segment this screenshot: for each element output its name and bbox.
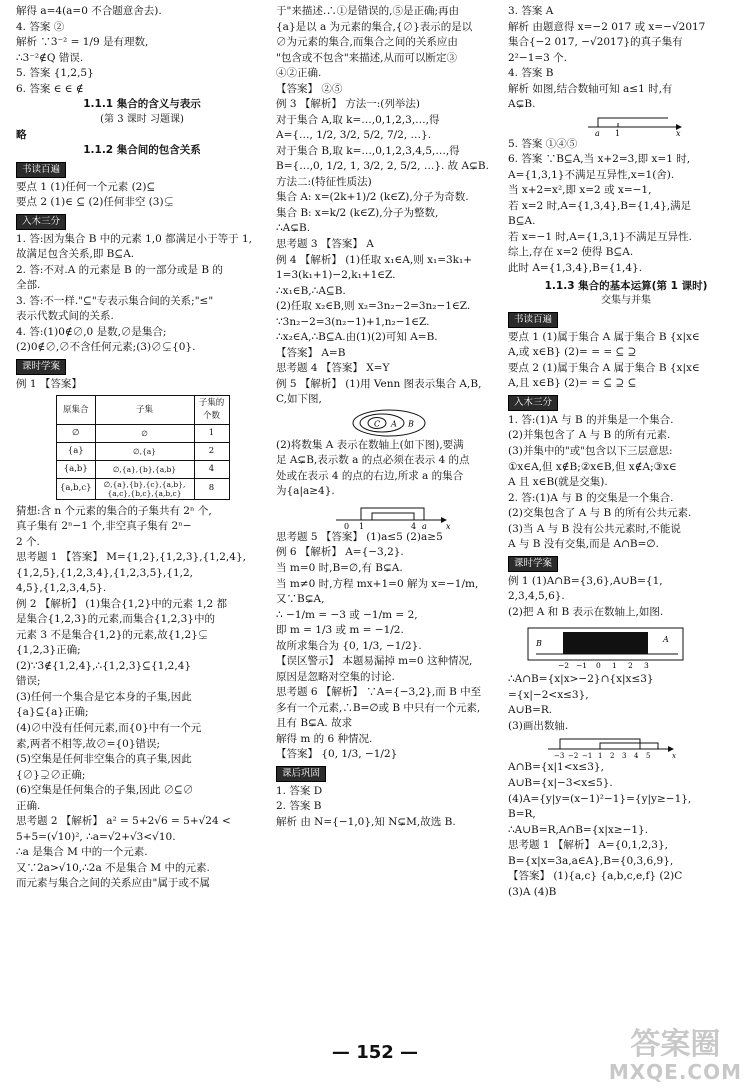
text-line: 集合 A: x=(2k+1)/2 (k∈Z),分子为奇数. [276,191,469,204]
tag-label: 课时学案 [16,359,66,375]
axis-label: −1 [582,752,593,761]
table-cell: 8 [194,478,229,499]
section-subheading: (第 3 课时 习题课) [100,113,184,125]
axis-label: 4 [634,752,639,761]
lines-c2-1 [276,4,502,237]
tag-label: 课后巩固 [276,766,326,782]
axis-label: a [595,128,600,137]
table-header: 子集 [95,396,194,424]
table-cell: {a,b} [57,460,96,478]
text-line: 【答案】 (1){a,c} {a,b,c,e,f} (2)C [508,870,683,883]
table-row [57,424,230,442]
axis-label: −3 [554,752,565,761]
text-line: (3)A (4)B [508,885,557,898]
text-line: B={…,0, 1/2, 1, 3/2, 2, 5/2, …}. 故 A⊊B. [276,160,489,173]
text-line: 多有一个元素,∴B=∅或 B 中只有一个元素, [276,701,481,714]
text-line: 1. 答:因为集合 B 中的元素 1,0 都满足小于等于 1, [16,232,253,245]
text-line: (3)并集中的"或"包含以下三层意思: [508,445,673,458]
text-line: A 与 B 没有交集,而是 A∩B=∅. [508,538,659,551]
text-line: B⊆A. [508,215,536,228]
text-line: 例 1 (1)A∩B={3,6},A∪B={1, [508,574,663,587]
text-line: 例 6 【解析】 A={−3,2}. [276,546,404,559]
text-line: 全部. [16,279,41,292]
lines-c3-7 [508,760,744,900]
text-line: A∪B=R. [508,704,553,717]
text-line: 思考题 4 【答案】 X=Y [276,362,390,375]
text-line: ∅为元素的集合,而集合之间的关系应由 [276,36,458,49]
text-line: 5. 答案 ①④⑤ [508,137,578,150]
text-line: 而元素与集合之间的关系应由"属于或不属 [16,877,210,890]
text-line: 思考题 1 【解析】 A={0,1,2,3}, [508,839,669,852]
lines-c3-4 [508,413,744,553]
axis-label: 1 [615,128,621,137]
text-line: 为{a|a≥4}. [276,485,335,498]
text-line: 4. 答案 ② [16,20,65,33]
text-line: 6. 答案 ∵B⊆A,当 x+2=3,即 x=1 时, [508,153,691,166]
text-line: 故所求集合为 {0, 1/3, −1/2}. [276,639,422,652]
text-line: 又∵2a>√10,∴2a 不是集合 M 中的元素. [16,861,210,874]
subset-table [56,395,230,499]
text-line: 若 x=−1 时,A={1,3,1}不满足互异性. [508,230,693,243]
text-line: 2,3,4,5,6}. [508,590,565,603]
watermark-url: MXQE.COM [608,1060,742,1084]
tag-label: 书读百遍 [508,312,558,328]
text-line: (2)交集包含了 A 与 B 的所有公共元素. [508,507,692,520]
text-line: 当 m≠0 时,方程 mx+1=0 解为 x=−1/m, [276,577,479,590]
lines-c2-5 [276,784,502,831]
tag-label: 课时学案 [508,556,558,572]
table-row [57,460,230,478]
axis-label: 4 [411,521,417,530]
text-line: (2)任取 x₂∈B,则 x₂=3n₂−2=3n₂−1∈Z. [276,300,471,313]
text-line: A={1,3,1}不满足互异性,x=1(舍). [508,168,675,181]
text-line: 原因是忽略对空集的讨论. [276,670,395,683]
text-line: (2)∵3∉{1,2,4},∴{1,2,3}⊆{1,2,4} [16,659,192,672]
lines-c1-4 [16,504,268,892]
think-3-answer: 思考题 3 【答案】 A [276,237,374,250]
section-heading-1-1-1: 1.1.1 集合的含义与表示 [83,98,201,111]
lines-c3-5 [508,574,744,621]
text-line: 足 A⊊B,表示数 a 的点必须在表示 4 的点 [276,454,470,467]
venn-label-c: C [374,419,381,429]
text-line: ∵3n₂−2=3(n₂−1)+1,n₂−1∈Z. [276,315,430,328]
number-line-4 [508,734,744,760]
text-line: A,或 x∈B} (2)= = = ⊆ ⊇ [508,346,637,359]
text-line: ④②正确. [276,67,322,80]
table-cell: ∅ [95,424,194,442]
text-line: 要点 1 (1)属于集合 A 属于集合 B {x|x∈ [508,330,700,343]
text-line: 2 个. [16,535,40,548]
page-number: — 152 — [331,1042,419,1063]
table-cell: 2 [194,442,229,460]
table-cell: 1 [194,424,229,442]
text-line: 解析 由 N={−1,0},知 N⊊M,故选 B. [276,815,456,828]
text-line: 要点 2 (1)∈ ⊆ (2)任何非空 (3)⊊ [16,196,175,209]
tag-label: 入木三分 [16,214,66,230]
text-line: 例 5 【解析】 (1)用 Venn 图表示集合 A,B, [276,377,482,390]
text-line: ∴A⊊B. [276,222,311,235]
text-line: 【答案】 A=B [276,346,346,359]
text-line: ∴3⁻²∉Q 错误. [16,51,84,64]
text-line: 例 3 【解析】 方法一:(列举法) [276,98,420,111]
table-cell: ∅,{a} [95,442,194,460]
text-line: 集合{−2 017, −√2017}的真子集有 [508,36,683,49]
table-header: 原集合 [57,396,96,424]
text-line: A,且 x∈B} (2)= = ⊆ ⊇ ⊆ [508,377,637,390]
text-line: 解析 如图,结合数轴可知 a≤1 时,有 [508,82,673,95]
text-line: 解得 m 的 6 种情况. [276,732,373,745]
text-line: 元素 3 不是集合{1,2}的元素,故{1,2}⊊ [16,628,209,641]
section-subheading: 交集与并集 [601,295,651,307]
text-line: ={x|−2<x≤3}, [508,688,589,701]
text-line: (3)画出数轴. [508,719,569,732]
venn-label-a: A [391,419,397,429]
text-line: ∴x₂∈A,∴B⊆A.由(1)(2)可知 A=B. [276,331,438,344]
lines-c3-3 [508,330,744,392]
text-line: ∴A∩B={x|x>−2}∩{x|x≤3} [508,673,654,686]
text-line: 4. 答:(1)0∉∅,0 是数,∅是集合; [16,325,167,338]
text-line: 思考题 1 【答案】 M={1,2},{1,2,3},{1,2,4}, [16,551,246,564]
axis-label: B [536,639,542,649]
text-line: 2. 答案 B [276,800,322,813]
text-line: 2²−1=3 个. [508,51,568,64]
axis-label: 1 [612,661,617,671]
text-line: 若 x=2 时,A={1,3,4},B={1,4},满足 [508,199,692,212]
text-line: 此时 A={1,3,4},B={1,4}. [508,261,643,274]
text-line: B={x|x=3a,a∈A},B={0,3,6,9}, [508,854,674,867]
lines-c2-4 [276,530,502,763]
text-line: 对于集合 B,取 k=…,0,1,2,3,4,5,…,得 [276,144,460,157]
table-cell: ∅ [57,424,96,442]
text-line: 思考题 5 【答案】 (1)a≤5 (2)a≥5 [276,530,443,543]
lines-c3-2 [508,137,744,277]
text-line: {1,2,5},{1,2,3,4},{1,2,3,5},{1,2, [16,566,193,579]
table-cell: {a,b,c} [57,478,96,499]
text-line: 综上,存在 x=2 使得 B⊆A. [508,246,634,259]
axis-label: 1 [598,752,603,761]
tag-label: 书读百遍 [16,162,66,178]
lines-c1-2 [16,180,268,211]
text-line: 对于集合 A,取 k=…,0,1,2,3,…,得 [276,113,440,126]
text-line: 思考题 2 【解析】 a² = 5+2√6 = 5+√24 < [16,815,231,828]
section-heading-1-1-3: 1.1.3 集合的基本运算(第 1 课时) [544,279,708,292]
text-line: {1,2,3}正确; [16,644,81,657]
venn-diagram [276,408,502,438]
text-line: 4,5},{1,2,3,4,5}. [16,582,107,595]
text-line: 处或在表示 4 的点的右边,所求 a 的集合 [276,469,464,482]
lines-c2-2 [276,253,502,408]
column-right [508,4,744,900]
text-line: 1=3(k₁+1)−2,k₁+1∈Z. [276,269,396,282]
text-line: (3)当 A 与 B 没有公共元素时,不能说 [508,522,681,535]
text-line: (4)∅中没有任何元素,而{0}中有一个元 [16,722,202,735]
text-line: 当 m=0 时,B=∅,有 B⊊A. [276,562,403,574]
axis-label: 1 [359,521,365,530]
tag-label: 入木三分 [508,395,558,411]
axis-label: 2 [628,661,633,671]
text-line: 3. 答:不一样."⊆"专表示集合间的关系;"≤" [16,294,214,307]
text-line: 真子集有 2ⁿ−1 个,非空真子集有 2ⁿ− [16,520,192,533]
axis-label: 5 [646,752,651,761]
table-body [57,424,230,499]
text-line: (6)空集是任何集合的子集,因此 ∅⊆∅ [16,784,194,797]
axis-label: −1 [576,661,588,671]
table-cell: ∅,{a},{b},{a,b} [95,460,194,478]
column-middle [276,4,502,831]
text-line: 又∵B⊊A, [276,593,325,606]
venn-label-b: B [408,419,414,429]
text-line: (2)0∉∅,∅不含任何元素;(3)∅⊊{0}. [16,341,196,354]
text-line: 错误; [16,675,41,688]
text-line: 方法二:(特征性质法) [276,175,372,188]
text-line: (5)空集是任何非空集合的真子集,因此 [16,753,192,766]
text-line: (2)并集包含了 A 与 B 的所有元素. [508,429,671,442]
text-line: 猜想:含 n 个元素的集合的子集共有 2ⁿ 个, [16,504,212,517]
text-line: A={…, 1/2, 3/2, 5/2, 7/2, …}. [276,129,432,142]
axis-label: x [672,752,676,761]
text-line: 解析 ∵3⁻² = 1/9 是有理数, [16,36,149,49]
text-line: 解得 a=4(a=0 不合题意舍去). [16,5,162,17]
text-line: ∴x₁∈B,∴A⊆B. [276,284,346,297]
text-line: A∩B={x|1<x≤3}, [508,761,604,774]
watermark-logo [609,1028,742,1083]
axis-label: a [422,521,427,530]
lines-c1-1 [16,4,268,97]
table-row [57,442,230,460]
axis-label: 3 [622,752,627,761]
text-line: {a}⊆{a}正确; [16,706,89,719]
text-line: 2. 答:不对.A 的元素是 B 的一部分或是 B 的 [16,263,223,276]
text-line: A 且 x∈B(就是交集). [508,476,608,489]
text-line: ∴A∪B=R,A∩B={x|x≥−1}. [508,823,649,836]
text-line: 正确. [16,799,41,812]
number-line-2 [508,113,744,137]
text-line: (3)任何一个集合是它本身的子集,因此 [16,690,192,703]
text-line: (4)A={y|y=(x−1)²−1}={y|y≥−1}, [508,792,692,805]
text-line: 思考题 6 【解析】 ∵A={−3,2},而 B 中至 [276,686,482,699]
text-line: 当 x+2=x²,即 x=2 或 x=−1, [508,184,652,197]
text-line: 且有 B⊊A. 故求 [276,717,353,730]
lines-c3-6 [508,672,744,734]
text-line: B=R, [508,808,536,821]
text-line: 【答案】 ②⑤ [276,82,343,95]
text-line: ①x∈A,但 x∉B;②x∈B,但 x∉A;③x∈ [508,460,677,473]
axis-label: 3 [644,661,649,671]
text-line: 要点 2 (1)属于集合 A 属于集合 B {x|x∈ [508,361,700,374]
text-line: 4. 答案 B [508,67,554,80]
table-cell: ∅,{a},{b},{c},{a,b},{a,c},{b,c},{a,b,c} [95,478,194,499]
axis-label: −2 [568,752,579,761]
text-line: 1. 答案 D [276,784,323,797]
lines-c2-3 [276,438,502,500]
axis-label: 0 [596,661,601,671]
text-line: 3. 答案 A [508,5,554,17]
text-line: 是集合{1,2,3}的元素,而集合{1,2,3}中的 [16,613,215,626]
text-line: (2)把 A 和 B 表示在数轴上,如图. [508,605,664,618]
text-line: ∴ −1/m = −3 或 −1/m = 2, [276,608,418,621]
text-line: 于"来描述.∴①是错误的,⑤是正确;再由 [276,5,460,17]
table-row [57,478,230,499]
axis-label: x [446,521,451,530]
example-1-heading: 例 1 【答案】 [16,377,82,390]
text-line: C,如下图, [276,393,322,406]
text-line: 5. 答案 {1,2,5} [16,67,94,80]
axis-label: A [663,635,669,645]
axis-label: 2 [610,752,615,761]
text-line: 表示代数式间的关系. [16,310,114,323]
text-line: 素,两者不相等,故∅={0}错误; [16,737,161,750]
text-line: ∴a 是集合 M 中的一个元素. [16,846,148,859]
text-line: A∪B={x|−3<x≤5}. [508,776,613,789]
text-line: (2)将数集 A 表示在数轴上(如下图),要满 [276,438,464,451]
number-line-1 [276,500,502,530]
watermark-text: 答案圈 [630,1027,721,1062]
table-cell: 4 [194,460,229,478]
section-heading-1-1-2: 1.1.2 集合间的包含关系 [83,144,201,157]
text-line: {∅}⊋∅正确; [16,768,86,781]
text-line: 【误区警示】 本题易漏掉 m=0 这种情况, [276,655,473,668]
text-line: 2. 答:(1)A 与 B 的交集是一个集合. [508,491,674,504]
axis-label: 0 [344,521,350,530]
number-line-3 [508,620,744,672]
text-line: 例 4 【解析】 (1)任取 x₁∈A,则 x₁=3k₁+ [276,253,473,266]
text-line: 要点 1 (1)任何一个元素 (2)⊆ [16,180,156,193]
text-line: 1. 答:(1)A 与 B 的并集是一个集合. [508,413,674,426]
text-line: 6. 答案 ∈ ∈ ∉ [16,82,84,95]
text-line: 【答案】 {0, 1/3, −1/2} [276,748,398,761]
column-left [16,4,268,892]
lines-c1-3 [16,232,268,356]
axis-label: x [676,128,681,137]
omitted-note: 略 [16,128,27,141]
text-line: 即 m = 1/3 或 m = −1/2. [276,624,404,637]
text-line: 例 2 【解析】 (1)集合{1,2}中的元素 1,2 都 [16,597,227,610]
text-line: 集合 B: x=k/2 (k∈Z),分子为整数, [276,206,439,219]
text-line: "包含或不包含"来描述,从而可以断定③ [276,51,457,64]
lines-c3-1 [508,4,744,113]
axis-label: −2 [558,661,570,671]
text-line: {a}是以 a 为元素的集合,{∅}表示的是以 [276,20,473,33]
table-header: 子集的个数 [194,396,229,424]
text-line: 解析 由题意得 x=−2 017 或 x=−√2017 [508,20,706,33]
table-cell: {a} [57,442,96,460]
text-line: A⊊B. [508,98,536,111]
text-line: 故满足包含关系,即 B⊆A. [16,248,135,261]
text-line: 5+5=(√10)², ∴a=√2+√3<√10. [16,830,176,843]
